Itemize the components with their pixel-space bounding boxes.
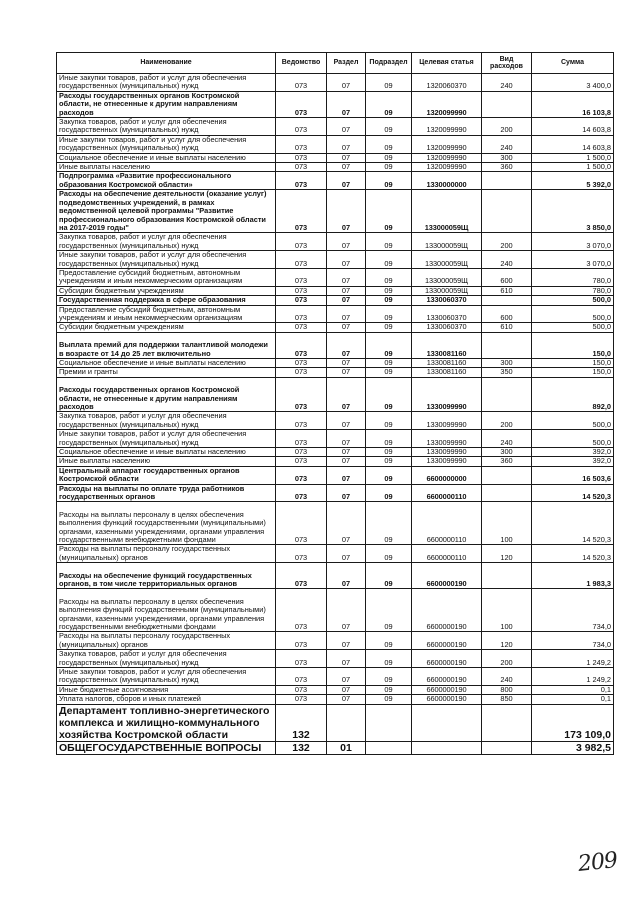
cell-subsection: 09 <box>366 296 412 305</box>
table-header-row <box>57 53 614 74</box>
header-dept: Ведомство <box>276 53 327 74</box>
cell-target: 6600000190 <box>412 563 482 589</box>
cell-target <box>412 741 482 754</box>
table-row <box>57 685 614 694</box>
cell-kind: 300 <box>482 358 532 367</box>
cell-section: 07 <box>327 377 366 412</box>
table-body <box>57 74 614 755</box>
cell-kind: 300 <box>482 153 532 162</box>
cell-target: 1330099990 <box>412 448 482 457</box>
table-row <box>57 668 614 686</box>
cell-dept: 132 <box>276 741 327 754</box>
table-row <box>57 91 614 117</box>
cell-target: 6600000110 <box>412 484 482 502</box>
cell-section: 07 <box>327 457 366 466</box>
cell-dept: 073 <box>276 448 327 457</box>
cell-section: 07 <box>327 589 366 632</box>
cell-dept: 073 <box>276 358 327 367</box>
table-row <box>57 457 614 466</box>
cell-section: 07 <box>327 466 366 484</box>
table-row <box>57 74 614 92</box>
table-row <box>57 305 614 323</box>
cell-sum: 734,0 <box>532 589 614 632</box>
cell-sum: 1 249,2 <box>532 650 614 668</box>
cell-name: Иные закупки товаров, работ и услуг для обеспечения государственных (муниципальных) нужд <box>57 251 276 269</box>
cell-name: Расходы на выплаты персоналу государственных (муниципальных) органов <box>57 632 276 650</box>
cell-dept: 073 <box>276 695 327 704</box>
cell-section: 07 <box>327 153 366 162</box>
cell-sum: 500,0 <box>532 296 614 305</box>
cell-subsection: 09 <box>366 153 412 162</box>
cell-kind: 240 <box>482 668 532 686</box>
cell-name: Иные закупки товаров, работ и услуг для обеспечения государственных (муниципальных) нужд <box>57 668 276 686</box>
cell-section: 07 <box>327 74 366 92</box>
cell-subsection: 09 <box>366 695 412 704</box>
cell-target: 133000059Щ <box>412 190 482 233</box>
cell-subsection: 09 <box>366 466 412 484</box>
cell-subsection: 09 <box>366 358 412 367</box>
cell-name: Иные закупки товаров, работ и услуг для обеспечения государственных (муниципальных) нужд <box>57 74 276 92</box>
cell-section: 07 <box>327 430 366 448</box>
cell-sum: 1 500,0 <box>532 163 614 172</box>
cell-sum: 150,0 <box>532 332 614 358</box>
cell-subsection: 09 <box>366 457 412 466</box>
cell-subsection: 09 <box>366 650 412 668</box>
cell-section: 07 <box>327 118 366 136</box>
header-sum: Сумма <box>532 53 614 74</box>
cell-target: 1330081160 <box>412 368 482 377</box>
table-row <box>57 704 614 741</box>
cell-name: Субсидии бюджетным учреждениям <box>57 323 276 332</box>
cell-dept: 073 <box>276 153 327 162</box>
cell-name: Расходы на выплаты персоналу в целях обеспечения выполнения функций государственными (муниципальными) органами, казенными учреждениями, органами управления государственными внебюджетными фондами <box>57 589 276 632</box>
cell-target <box>412 704 482 741</box>
cell-subsection: 09 <box>366 448 412 457</box>
cell-name: Субсидии бюджетным учреждениям <box>57 286 276 295</box>
cell-sum: 1 500,0 <box>532 153 614 162</box>
cell-name: Уплата налогов, сборов и иных платежей <box>57 695 276 704</box>
cell-name: Премии и гранты <box>57 368 276 377</box>
cell-section: 07 <box>327 172 366 190</box>
cell-kind: 200 <box>482 650 532 668</box>
cell-subsection: 09 <box>366 377 412 412</box>
cell-dept: 073 <box>276 668 327 686</box>
cell-kind: 800 <box>482 685 532 694</box>
cell-dept: 073 <box>276 163 327 172</box>
cell-sum: 392,0 <box>532 448 614 457</box>
cell-name: Выплата премий для поддержки талантливой молодежи в возрасте от 14 до 25 лет включительно <box>57 332 276 358</box>
cell-name: Государственная поддержка в сфере образования <box>57 296 276 305</box>
cell-name: Расходы на выплаты персоналу в целях обеспечения выполнения функций государственными (муниципальными) органами, казенными учреждениями, органами управления государственными внебюджетными фондами <box>57 502 276 545</box>
cell-subsection: 09 <box>366 502 412 545</box>
cell-section: 07 <box>327 695 366 704</box>
cell-target: 1320099990 <box>412 91 482 117</box>
cell-target: 1330081160 <box>412 358 482 367</box>
header-target: Целевая статья <box>412 53 482 74</box>
cell-kind: 600 <box>482 268 532 286</box>
cell-section: 07 <box>327 286 366 295</box>
header-name: Наименование <box>57 53 276 74</box>
cell-target: 1320099990 <box>412 135 482 153</box>
cell-name: Департамент топливно-энергетического комплекса и жилищно-коммунального хозяйства Костромской области <box>57 704 276 741</box>
table-row <box>57 268 614 286</box>
cell-sum: 16 103,8 <box>532 91 614 117</box>
cell-subsection: 09 <box>366 332 412 358</box>
cell-section <box>327 704 366 741</box>
cell-dept: 073 <box>276 286 327 295</box>
cell-sum: 16 503,6 <box>532 466 614 484</box>
cell-name: ОБЩЕГОСУДАРСТВЕННЫЕ ВОПРОСЫ <box>57 741 276 754</box>
cell-subsection: 09 <box>366 668 412 686</box>
cell-kind <box>482 377 532 412</box>
cell-section: 07 <box>327 358 366 367</box>
cell-kind: 200 <box>482 412 532 430</box>
table-row <box>57 233 614 251</box>
cell-dept: 073 <box>276 545 327 563</box>
cell-kind: 100 <box>482 589 532 632</box>
cell-dept: 073 <box>276 412 327 430</box>
cell-subsection: 09 <box>366 430 412 448</box>
cell-kind: 240 <box>482 74 532 92</box>
cell-kind: 610 <box>482 286 532 295</box>
cell-kind <box>482 296 532 305</box>
cell-sum: 1 983,3 <box>532 563 614 589</box>
cell-target: 1330099990 <box>412 430 482 448</box>
cell-sum: 3 400,0 <box>532 74 614 92</box>
cell-subsection: 09 <box>366 323 412 332</box>
cell-subsection: 09 <box>366 233 412 251</box>
cell-subsection: 09 <box>366 545 412 563</box>
cell-target: 1330099990 <box>412 377 482 412</box>
cell-subsection: 09 <box>366 135 412 153</box>
cell-section: 07 <box>327 332 366 358</box>
table-row <box>57 502 614 545</box>
cell-target: 1320099990 <box>412 118 482 136</box>
cell-kind <box>482 172 532 190</box>
cell-section: 07 <box>327 296 366 305</box>
table-row <box>57 286 614 295</box>
cell-kind: 120 <box>482 632 532 650</box>
table-row <box>57 368 614 377</box>
header-subsection: Подраздел <box>366 53 412 74</box>
table-row <box>57 632 614 650</box>
cell-dept: 073 <box>276 466 327 484</box>
cell-kind <box>482 484 532 502</box>
cell-sum: 3 982,5 <box>532 741 614 754</box>
cell-target: 6600000110 <box>412 545 482 563</box>
cell-subsection: 09 <box>366 305 412 323</box>
cell-subsection <box>366 704 412 741</box>
cell-target: 6600000190 <box>412 632 482 650</box>
cell-target: 6600000190 <box>412 589 482 632</box>
cell-section: 07 <box>327 650 366 668</box>
cell-name: Центральный аппарат государственных органов Костромской области <box>57 466 276 484</box>
cell-kind: 360 <box>482 163 532 172</box>
cell-dept: 073 <box>276 118 327 136</box>
cell-name: Социальное обеспечение и иные выплаты населению <box>57 358 276 367</box>
cell-subsection: 09 <box>366 589 412 632</box>
cell-kind: 360 <box>482 457 532 466</box>
cell-section: 07 <box>327 163 366 172</box>
cell-kind: 100 <box>482 502 532 545</box>
cell-sum: 780,0 <box>532 268 614 286</box>
cell-dept: 073 <box>276 251 327 269</box>
cell-target: 6600000190 <box>412 685 482 694</box>
table-row <box>57 163 614 172</box>
cell-dept: 073 <box>276 484 327 502</box>
cell-sum: 500,0 <box>532 305 614 323</box>
cell-kind <box>482 563 532 589</box>
cell-name: Закупка товаров, работ и услуг для обеспечения государственных (муниципальных) нужд <box>57 233 276 251</box>
cell-sum: 500,0 <box>532 412 614 430</box>
cell-target: 1330060370 <box>412 323 482 332</box>
cell-target: 1320099990 <box>412 153 482 162</box>
table-row <box>57 589 614 632</box>
cell-kind: 240 <box>482 430 532 448</box>
cell-section: 07 <box>327 323 366 332</box>
cell-section: 07 <box>327 448 366 457</box>
cell-section: 07 <box>327 563 366 589</box>
table-row <box>57 448 614 457</box>
cell-dept: 073 <box>276 377 327 412</box>
cell-dept: 073 <box>276 74 327 92</box>
cell-sum: 3 070,0 <box>532 233 614 251</box>
cell-section: 07 <box>327 91 366 117</box>
cell-section: 07 <box>327 545 366 563</box>
cell-kind <box>482 466 532 484</box>
table-row <box>57 118 614 136</box>
cell-subsection: 09 <box>366 268 412 286</box>
cell-target: 1330081160 <box>412 332 482 358</box>
cell-section: 07 <box>327 190 366 233</box>
table-row <box>57 563 614 589</box>
cell-dept: 073 <box>276 457 327 466</box>
cell-name: Предоставление субсидий бюджетным, автономным учреждениям и иным некоммерческим организациям <box>57 305 276 323</box>
cell-dept: 073 <box>276 296 327 305</box>
cell-dept: 073 <box>276 563 327 589</box>
table-row <box>57 412 614 430</box>
cell-dept: 073 <box>276 323 327 332</box>
cell-name: Социальное обеспечение и иные выплаты населению <box>57 448 276 457</box>
cell-sum: 500,0 <box>532 430 614 448</box>
cell-section: 07 <box>327 412 366 430</box>
cell-sum: 392,0 <box>532 457 614 466</box>
header-kind: Вид расходов <box>482 53 532 74</box>
cell-sum: 3 850,0 <box>532 190 614 233</box>
cell-target: 133000059Щ <box>412 286 482 295</box>
cell-sum: 500,0 <box>532 323 614 332</box>
cell-sum: 173 109,0 <box>532 704 614 741</box>
cell-name: Закупка товаров, работ и услуг для обеспечения государственных (муниципальных) нужд <box>57 650 276 668</box>
cell-kind: 120 <box>482 545 532 563</box>
table-row <box>57 358 614 367</box>
cell-kind: 610 <box>482 323 532 332</box>
cell-target: 1330099990 <box>412 457 482 466</box>
handwritten-page-number: 209 <box>576 848 619 877</box>
cell-subsection: 09 <box>366 412 412 430</box>
cell-dept: 073 <box>276 650 327 668</box>
cell-kind: 350 <box>482 368 532 377</box>
cell-kind: 240 <box>482 251 532 269</box>
cell-section: 01 <box>327 741 366 754</box>
table-row <box>57 153 614 162</box>
cell-name: Расходы государственных органов Костромской области, не отнесенные к другим направлениям расходов <box>57 377 276 412</box>
cell-target: 1320060370 <box>412 74 482 92</box>
cell-target: 1330060370 <box>412 305 482 323</box>
cell-kind <box>482 332 532 358</box>
cell-sum: 150,0 <box>532 358 614 367</box>
cell-name: Иные выплаты населению <box>57 163 276 172</box>
table-row <box>57 190 614 233</box>
table-row <box>57 430 614 448</box>
cell-target: 1330060370 <box>412 296 482 305</box>
cell-section: 07 <box>327 268 366 286</box>
table-row <box>57 135 614 153</box>
cell-dept: 073 <box>276 368 327 377</box>
cell-sum: 780,0 <box>532 286 614 295</box>
cell-dept: 073 <box>276 632 327 650</box>
cell-section: 07 <box>327 685 366 694</box>
cell-dept: 073 <box>276 172 327 190</box>
cell-subsection: 09 <box>366 685 412 694</box>
cell-dept: 073 <box>276 430 327 448</box>
cell-kind <box>482 190 532 233</box>
cell-subsection: 09 <box>366 251 412 269</box>
cell-target: 6600000190 <box>412 668 482 686</box>
cell-section: 07 <box>327 135 366 153</box>
cell-sum: 14 603,8 <box>532 135 614 153</box>
cell-target: 6600000110 <box>412 502 482 545</box>
cell-kind: 850 <box>482 695 532 704</box>
table-row <box>57 323 614 332</box>
cell-dept: 073 <box>276 268 327 286</box>
cell-name: Расходы государственных органов Костромской области, не отнесенные к другим направлениям расходов <box>57 91 276 117</box>
cell-name: Закупка товаров, работ и услуг для обеспечения государственных (муниципальных) нужд <box>57 412 276 430</box>
cell-name: Расходы на выплаты персоналу государственных (муниципальных) органов <box>57 545 276 563</box>
cell-dept: 073 <box>276 332 327 358</box>
cell-sum: 5 392,0 <box>532 172 614 190</box>
cell-subsection: 09 <box>366 172 412 190</box>
cell-sum: 1 249,2 <box>532 668 614 686</box>
budget-table <box>56 52 614 755</box>
cell-sum: 0,1 <box>532 695 614 704</box>
table-row <box>57 741 614 754</box>
cell-name: Иные закупки товаров, работ и услуг для обеспечения государственных (муниципальных) нужд <box>57 430 276 448</box>
cell-name: Иные бюджетные ассигнования <box>57 685 276 694</box>
table-row <box>57 296 614 305</box>
cell-name: Социальное обеспечение и иные выплаты населению <box>57 153 276 162</box>
cell-section: 07 <box>327 632 366 650</box>
cell-name: Подпрограмма «Развитие профессионального образования Костромской области» <box>57 172 276 190</box>
cell-subsection: 09 <box>366 563 412 589</box>
cell-target: 6600000190 <box>412 695 482 704</box>
cell-subsection: 09 <box>366 368 412 377</box>
cell-sum: 14 520,3 <box>532 484 614 502</box>
cell-dept: 073 <box>276 233 327 251</box>
cell-kind <box>482 704 532 741</box>
cell-name: Расходы на выплаты по оплате труда работников государственных органов <box>57 484 276 502</box>
cell-subsection: 09 <box>366 74 412 92</box>
cell-dept: 073 <box>276 190 327 233</box>
cell-target: 6600000190 <box>412 650 482 668</box>
cell-name: Расходы на обеспечение функций государственных органов, в том числе территориальных органов <box>57 563 276 589</box>
cell-target: 133000059Щ <box>412 268 482 286</box>
cell-kind <box>482 91 532 117</box>
cell-kind: 600 <box>482 305 532 323</box>
cell-subsection: 09 <box>366 286 412 295</box>
cell-section: 07 <box>327 502 366 545</box>
cell-name: Закупка товаров, работ и услуг для обеспечения государственных (муниципальных) нужд <box>57 118 276 136</box>
cell-dept: 132 <box>276 704 327 741</box>
cell-name: Иные выплаты населению <box>57 457 276 466</box>
cell-sum: 734,0 <box>532 632 614 650</box>
cell-sum: 14 520,3 <box>532 502 614 545</box>
table-row <box>57 377 614 412</box>
cell-sum: 3 070,0 <box>532 251 614 269</box>
table-row <box>57 650 614 668</box>
cell-sum: 0,1 <box>532 685 614 694</box>
cell-subsection: 09 <box>366 190 412 233</box>
cell-subsection: 09 <box>366 118 412 136</box>
cell-target: 133000059Щ <box>412 251 482 269</box>
cell-target: 1330099990 <box>412 412 482 430</box>
cell-target: 1320099990 <box>412 163 482 172</box>
table-row <box>57 545 614 563</box>
cell-name: Расходы на обеспечение деятельности (оказание услуг) подведомственных учреждений, в рамках ведомственной целевой программы "Развитие профессионального образования Костромской области на 2017-2019 годы" <box>57 190 276 233</box>
cell-subsection: 09 <box>366 484 412 502</box>
cell-kind: 300 <box>482 448 532 457</box>
cell-sum: 150,0 <box>532 368 614 377</box>
table-row <box>57 251 614 269</box>
table-row <box>57 484 614 502</box>
cell-sum: 14 603,8 <box>532 118 614 136</box>
cell-subsection: 09 <box>366 91 412 117</box>
cell-kind: 240 <box>482 135 532 153</box>
cell-dept: 073 <box>276 135 327 153</box>
cell-subsection: 09 <box>366 163 412 172</box>
cell-section: 07 <box>327 233 366 251</box>
cell-dept: 073 <box>276 91 327 117</box>
header-section: Раздел <box>327 53 366 74</box>
cell-dept: 073 <box>276 685 327 694</box>
cell-kind: 200 <box>482 233 532 251</box>
cell-section: 07 <box>327 305 366 323</box>
cell-dept: 073 <box>276 589 327 632</box>
cell-section: 07 <box>327 668 366 686</box>
cell-target: 133000059Щ <box>412 233 482 251</box>
cell-dept: 073 <box>276 502 327 545</box>
cell-sum: 892,0 <box>532 377 614 412</box>
cell-section: 07 <box>327 251 366 269</box>
cell-subsection: 09 <box>366 632 412 650</box>
cell-section: 07 <box>327 368 366 377</box>
cell-kind: 200 <box>482 118 532 136</box>
table-row <box>57 172 614 190</box>
cell-target: 6600000000 <box>412 466 482 484</box>
cell-name: Предоставление субсидий бюджетным, автономным учреждениям и иным некоммерческим организациям <box>57 268 276 286</box>
cell-sum: 14 520,3 <box>532 545 614 563</box>
table-row <box>57 466 614 484</box>
cell-target: 1330000000 <box>412 172 482 190</box>
cell-kind <box>482 741 532 754</box>
cell-name: Иные закупки товаров, работ и услуг для обеспечения государственных (муниципальных) нужд <box>57 135 276 153</box>
cell-dept: 073 <box>276 305 327 323</box>
cell-subsection <box>366 741 412 754</box>
table-row <box>57 695 614 704</box>
table-row <box>57 332 614 358</box>
cell-section: 07 <box>327 484 366 502</box>
